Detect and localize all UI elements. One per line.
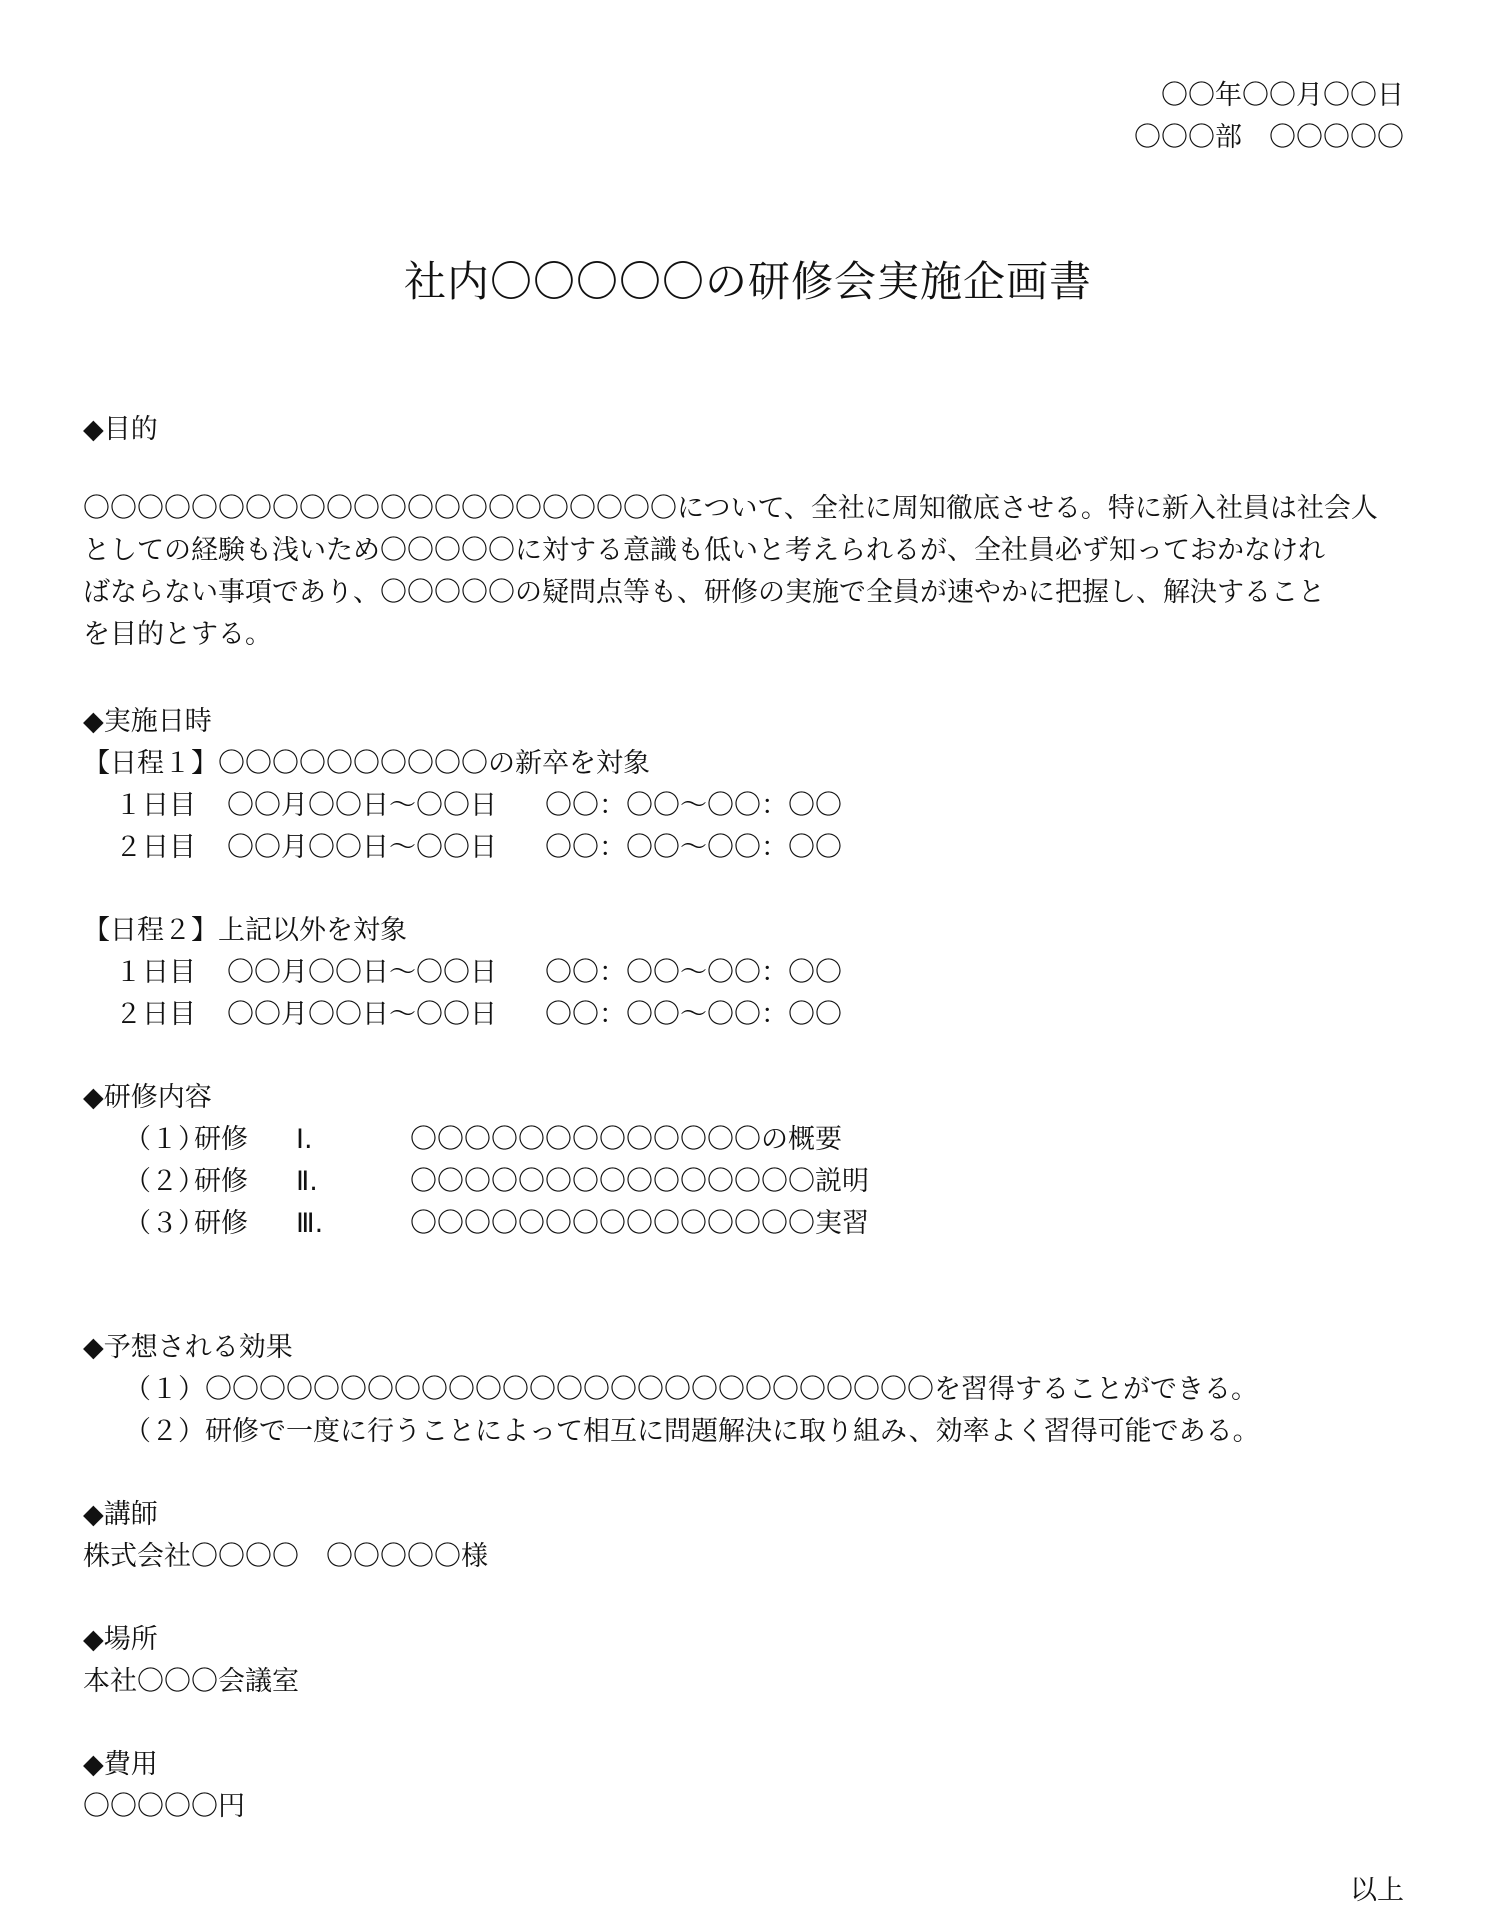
schedule-group-label: 【日程１】〇〇〇〇〇〇〇〇〇〇の新卒を対象 <box>83 748 650 779</box>
content-item-kind: 研修 <box>194 1124 248 1155</box>
content-item-text: 〇〇〇〇〇〇〇〇〇〇〇〇〇の概要 <box>410 1124 842 1155</box>
effects-item: （２）研修で一度に行うことによって相互に問題解決に取り組み、効率よく習得可能である。 <box>124 1416 1260 1447</box>
purpose-line: を目的とする。 <box>83 619 272 650</box>
document-date: 〇〇年〇〇月〇〇日 <box>1161 80 1404 111</box>
schedule-day-row <box>115 788 842 824</box>
schedule-time: 〇〇：〇〇～〇〇：〇〇 <box>545 790 842 821</box>
content-item <box>124 1206 869 1242</box>
schedule-day: ２日目 <box>115 999 196 1030</box>
schedule-date: 〇〇月〇〇日～〇〇日 <box>227 790 497 821</box>
document-title: 社内〇〇〇〇〇の研修会実施企画書 <box>403 257 1092 306</box>
schedule-day-row <box>115 955 842 991</box>
content-item <box>124 1164 869 1200</box>
content-item-text: 〇〇〇〇〇〇〇〇〇〇〇〇〇〇〇説明 <box>410 1166 869 1197</box>
schedule-day: ２日目 <box>115 832 196 863</box>
cost-heading: ◆費用 <box>83 1749 158 1780</box>
content-heading: ◆研修内容 <box>83 1082 212 1113</box>
schedule-heading: ◆実施日時 <box>83 706 212 737</box>
schedule-day: １日目 <box>115 790 196 821</box>
schedule-date: 〇〇月〇〇日～〇〇日 <box>227 957 497 988</box>
purpose-paragraph <box>83 488 1413 656</box>
content-item-roman: Ⅰ. <box>296 1124 313 1155</box>
effects-item: （１）〇〇〇〇〇〇〇〇〇〇〇〇〇〇〇〇〇〇〇〇〇〇〇〇〇〇〇を習得することができる。 <box>124 1374 1258 1405</box>
schedule-day-row <box>115 830 842 866</box>
content-item-number: （２） <box>124 1166 205 1197</box>
lecturer-heading: ◆講師 <box>83 1499 158 1530</box>
content-item <box>124 1122 842 1158</box>
content-item-text: 〇〇〇〇〇〇〇〇〇〇〇〇〇〇〇実習 <box>410 1208 869 1239</box>
schedule-date: 〇〇月〇〇日～〇〇日 <box>227 999 497 1030</box>
purpose-line: 〇〇〇〇〇〇〇〇〇〇〇〇〇〇〇〇〇〇〇〇〇〇について、全社に周知徹底させる。特に新入社員は社会人 <box>83 493 1378 524</box>
effects-heading: ◆予想される効果 <box>83 1332 293 1363</box>
lecturer-value: 株式会社〇〇〇〇 〇〇〇〇〇様 <box>83 1541 488 1572</box>
content-item-number: （１） <box>124 1124 205 1155</box>
schedule-time: 〇〇：〇〇～〇〇：〇〇 <box>545 999 842 1030</box>
content-item-roman: Ⅱ. <box>296 1166 318 1197</box>
schedule-day-row <box>115 997 842 1033</box>
schedule-time: 〇〇：〇〇～〇〇：〇〇 <box>545 832 842 863</box>
purpose-line: ばならない事項であり、〇〇〇〇〇の疑問点等も、研修の実施で全員が速やかに把握し、解決すること <box>83 577 1325 608</box>
place-heading: ◆場所 <box>83 1624 158 1655</box>
schedule-time: 〇〇：〇〇～〇〇：〇〇 <box>545 957 842 988</box>
closing-text: 以上 <box>1350 1875 1404 1906</box>
document-author: 〇〇〇部 〇〇〇〇〇 <box>1134 122 1404 153</box>
purpose-heading: ◆目的 <box>83 414 158 445</box>
schedule-group-label: 【日程２】上記以外を対象 <box>83 915 407 946</box>
content-item-kind: 研修 <box>194 1166 248 1197</box>
content-item-roman: Ⅲ. <box>296 1208 324 1239</box>
schedule-day: １日目 <box>115 957 196 988</box>
cost-value: 〇〇〇〇〇円 <box>83 1791 245 1822</box>
content-item-number: （３） <box>124 1208 205 1239</box>
content-item-kind: 研修 <box>194 1208 248 1239</box>
place-value: 本社〇〇〇会議室 <box>83 1666 299 1697</box>
schedule-date: 〇〇月〇〇日～〇〇日 <box>227 832 497 863</box>
purpose-line: としての経験も浅いため〇〇〇〇〇に対する意識も低いと考えられるが、全社員必ず知っておかなけれ <box>83 535 1325 566</box>
